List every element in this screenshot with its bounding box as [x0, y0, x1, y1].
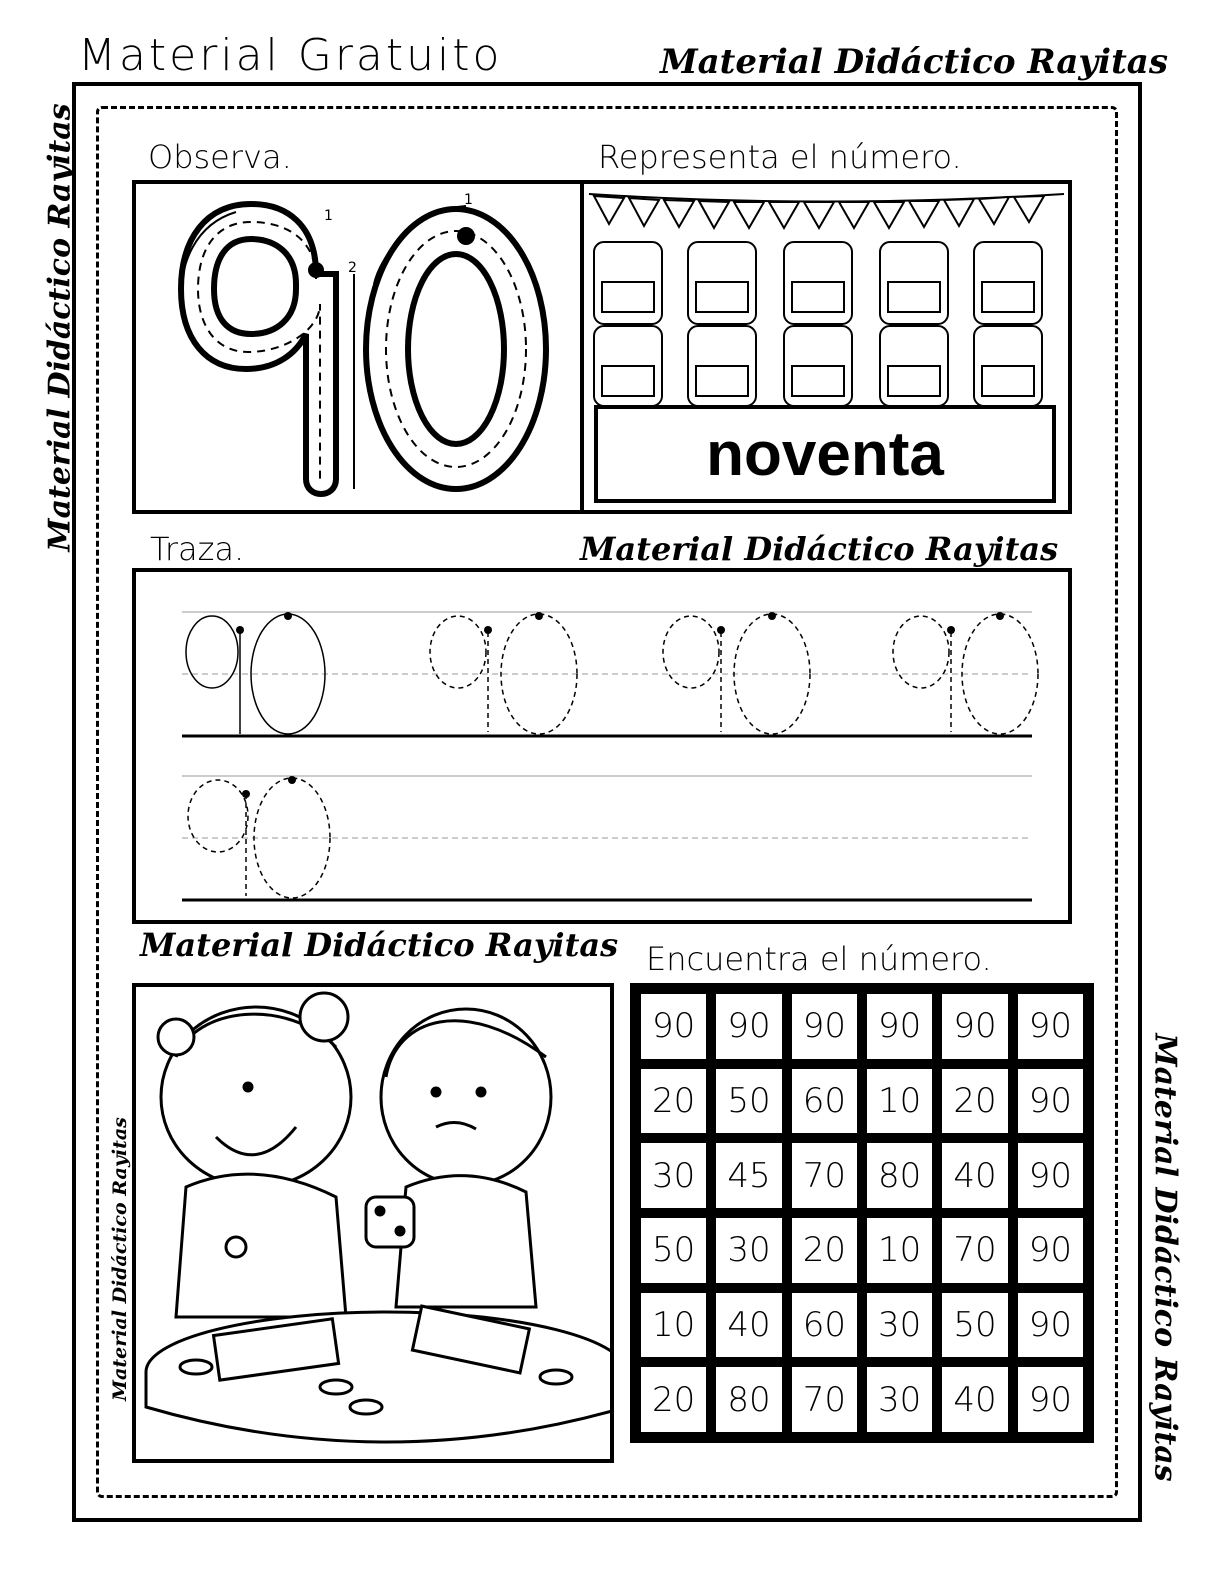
svg-text:2: 2	[348, 260, 357, 276]
grid-cell[interactable]: 90	[864, 991, 935, 1062]
side-watermark-right: Material Didáctico Rayitas	[1147, 1033, 1183, 1482]
grid-cell[interactable]: 10	[638, 1290, 709, 1361]
svg-text:1: 1	[464, 192, 473, 208]
grid-cell[interactable]: 50	[939, 1290, 1010, 1361]
side-watermark-left: Material Didáctico Rayitas	[42, 103, 78, 552]
grid-cell[interactable]: 90	[1015, 1066, 1086, 1137]
grid-cell[interactable]: 20	[939, 1066, 1010, 1137]
grid-cell[interactable]: 90	[713, 991, 784, 1062]
grid-cell[interactable]: 90	[1015, 991, 1086, 1062]
grid-cell[interactable]: 70	[789, 1364, 860, 1435]
grid-cell[interactable]: 90	[1015, 1364, 1086, 1435]
svg-text:1: 1	[324, 208, 333, 224]
grid-cell[interactable]: 40	[713, 1290, 784, 1361]
grid-cell[interactable]: 60	[789, 1066, 860, 1137]
grid-cell[interactable]: 20	[638, 1066, 709, 1137]
grid-cell[interactable]: 40	[939, 1140, 1010, 1211]
grid-cell[interactable]: 70	[939, 1215, 1010, 1286]
grid-cell[interactable]: 90	[789, 991, 860, 1062]
grid-cell[interactable]: 30	[638, 1140, 709, 1211]
observe-box	[132, 180, 584, 514]
grid-cell[interactable]: 90	[939, 991, 1010, 1062]
grid-cell[interactable]: 40	[939, 1364, 1010, 1435]
grid-cell[interactable]: 90	[1015, 1215, 1086, 1286]
grid-cell[interactable]: 20	[638, 1364, 709, 1435]
lower-watermark: Material Didáctico Rayitas	[140, 926, 619, 964]
grid-cell[interactable]: 10	[864, 1066, 935, 1137]
grid-cell[interactable]: 90	[638, 991, 709, 1062]
grid-cell[interactable]: 30	[864, 1290, 935, 1361]
big-number-tracing	[136, 184, 580, 510]
grid-cell[interactable]: 80	[713, 1364, 784, 1435]
grid-cell[interactable]: 45	[713, 1140, 784, 1211]
grid-cell[interactable]: 30	[864, 1364, 935, 1435]
trace-label: Traza.	[150, 530, 245, 568]
children-illustration	[136, 987, 610, 1459]
grid-cell[interactable]: 50	[638, 1215, 709, 1286]
represent-label: Representa el número.	[598, 138, 962, 176]
grid-cell[interactable]: 10	[864, 1215, 935, 1286]
number-word: noventa	[594, 405, 1056, 503]
illustration-box	[132, 983, 614, 1463]
grid-cell[interactable]: 60	[789, 1290, 860, 1361]
tracing-lines	[136, 572, 1068, 920]
header-brand: Material Didáctico Rayitas	[660, 42, 1168, 82]
grid-cell[interactable]: 90	[1015, 1140, 1086, 1211]
trace-box[interactable]	[132, 568, 1072, 924]
find-label: Encuentra el número.	[646, 940, 992, 978]
observe-label: Observa.	[148, 138, 292, 176]
header-title: Material Gratuito	[78, 30, 503, 81]
illustration-watermark: Material Didáctico Rayitas	[109, 1117, 131, 1401]
grid-cell[interactable]: 30	[713, 1215, 784, 1286]
find-number-grid	[630, 983, 1094, 1443]
grid-cell[interactable]: 20	[789, 1215, 860, 1286]
middle-watermark: Material Didáctico Rayitas	[580, 530, 1059, 568]
grid-cell[interactable]: 90	[1015, 1290, 1086, 1361]
grid-cell[interactable]: 80	[864, 1140, 935, 1211]
grid-cell[interactable]: 70	[789, 1140, 860, 1211]
grid-cell[interactable]: 50	[713, 1066, 784, 1137]
